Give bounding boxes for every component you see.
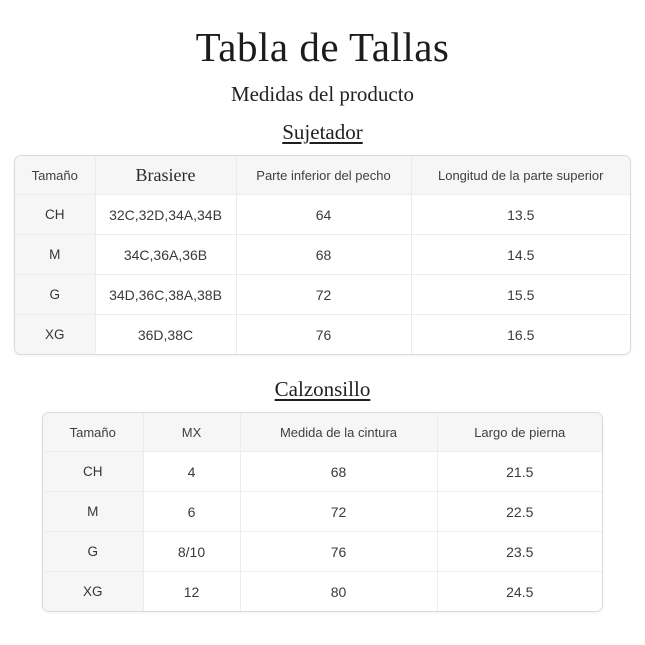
bra-section-heading: Sujetador	[282, 120, 363, 144]
page-title: Tabla de Tallas	[195, 24, 450, 70]
table-row	[43, 492, 602, 532]
size-cell: CH	[43, 452, 143, 492]
size-cell: G	[43, 532, 143, 572]
value-cell: 76	[236, 315, 411, 355]
value-cell: 24.5	[437, 572, 602, 612]
table-row	[43, 532, 602, 572]
value-cell: 72	[240, 492, 437, 532]
size-cell: XG	[15, 315, 95, 355]
column-header-mx: MX	[143, 413, 240, 452]
table-row	[15, 195, 630, 235]
column-header-brasiere: Brasiere	[95, 156, 236, 195]
size-cell: CH	[15, 195, 95, 235]
column-header-waist: Medida de la cintura	[240, 413, 437, 452]
page-subtitle: Medidas del producto	[230, 82, 415, 106]
value-cell: 13.5	[411, 195, 630, 235]
bra-table-header-row	[15, 156, 630, 195]
size-cell: M	[15, 235, 95, 275]
panties-size-table	[42, 412, 603, 612]
value-cell: 72	[236, 275, 411, 315]
value-cell: 68	[236, 235, 411, 275]
value-cell: 4	[143, 452, 240, 492]
table-row	[15, 315, 630, 355]
value-cell: 6	[143, 492, 240, 532]
value-cell: 32C,32D,34A,34B	[95, 195, 236, 235]
value-cell: 34D,36C,38A,38B	[95, 275, 236, 315]
column-header-underbust: Parte inferior del pecho	[236, 156, 411, 195]
value-cell: 36D,38C	[95, 315, 236, 355]
value-cell: 16.5	[411, 315, 630, 355]
value-cell: 68	[240, 452, 437, 492]
column-header-leg-length: Largo de pierna	[437, 413, 602, 452]
value-cell: 80	[240, 572, 437, 612]
value-cell: 22.5	[437, 492, 602, 532]
table-row	[43, 572, 602, 612]
size-cell: G	[15, 275, 95, 315]
table-row	[15, 235, 630, 275]
size-cell: XG	[43, 572, 143, 612]
value-cell: 23.5	[437, 532, 602, 572]
value-cell: 64	[236, 195, 411, 235]
panties-table-header-row	[43, 413, 602, 452]
value-cell: 12	[143, 572, 240, 612]
table-row	[43, 452, 602, 492]
value-cell: 15.5	[411, 275, 630, 315]
value-cell: 34C,36A,36B	[95, 235, 236, 275]
bra-size-table	[14, 155, 631, 355]
table-row	[15, 275, 630, 315]
value-cell: 76	[240, 532, 437, 572]
value-cell: 8/10	[143, 532, 240, 572]
column-header-tamano: Tamaño	[15, 156, 95, 195]
size-cell: M	[43, 492, 143, 532]
column-header-top-length: Longitud de la parte superior	[411, 156, 630, 195]
panties-section-heading: Calzonsillo	[274, 377, 371, 401]
column-header-tamano: Tamaño	[43, 413, 143, 452]
value-cell: 14.5	[411, 235, 630, 275]
value-cell: 21.5	[437, 452, 602, 492]
